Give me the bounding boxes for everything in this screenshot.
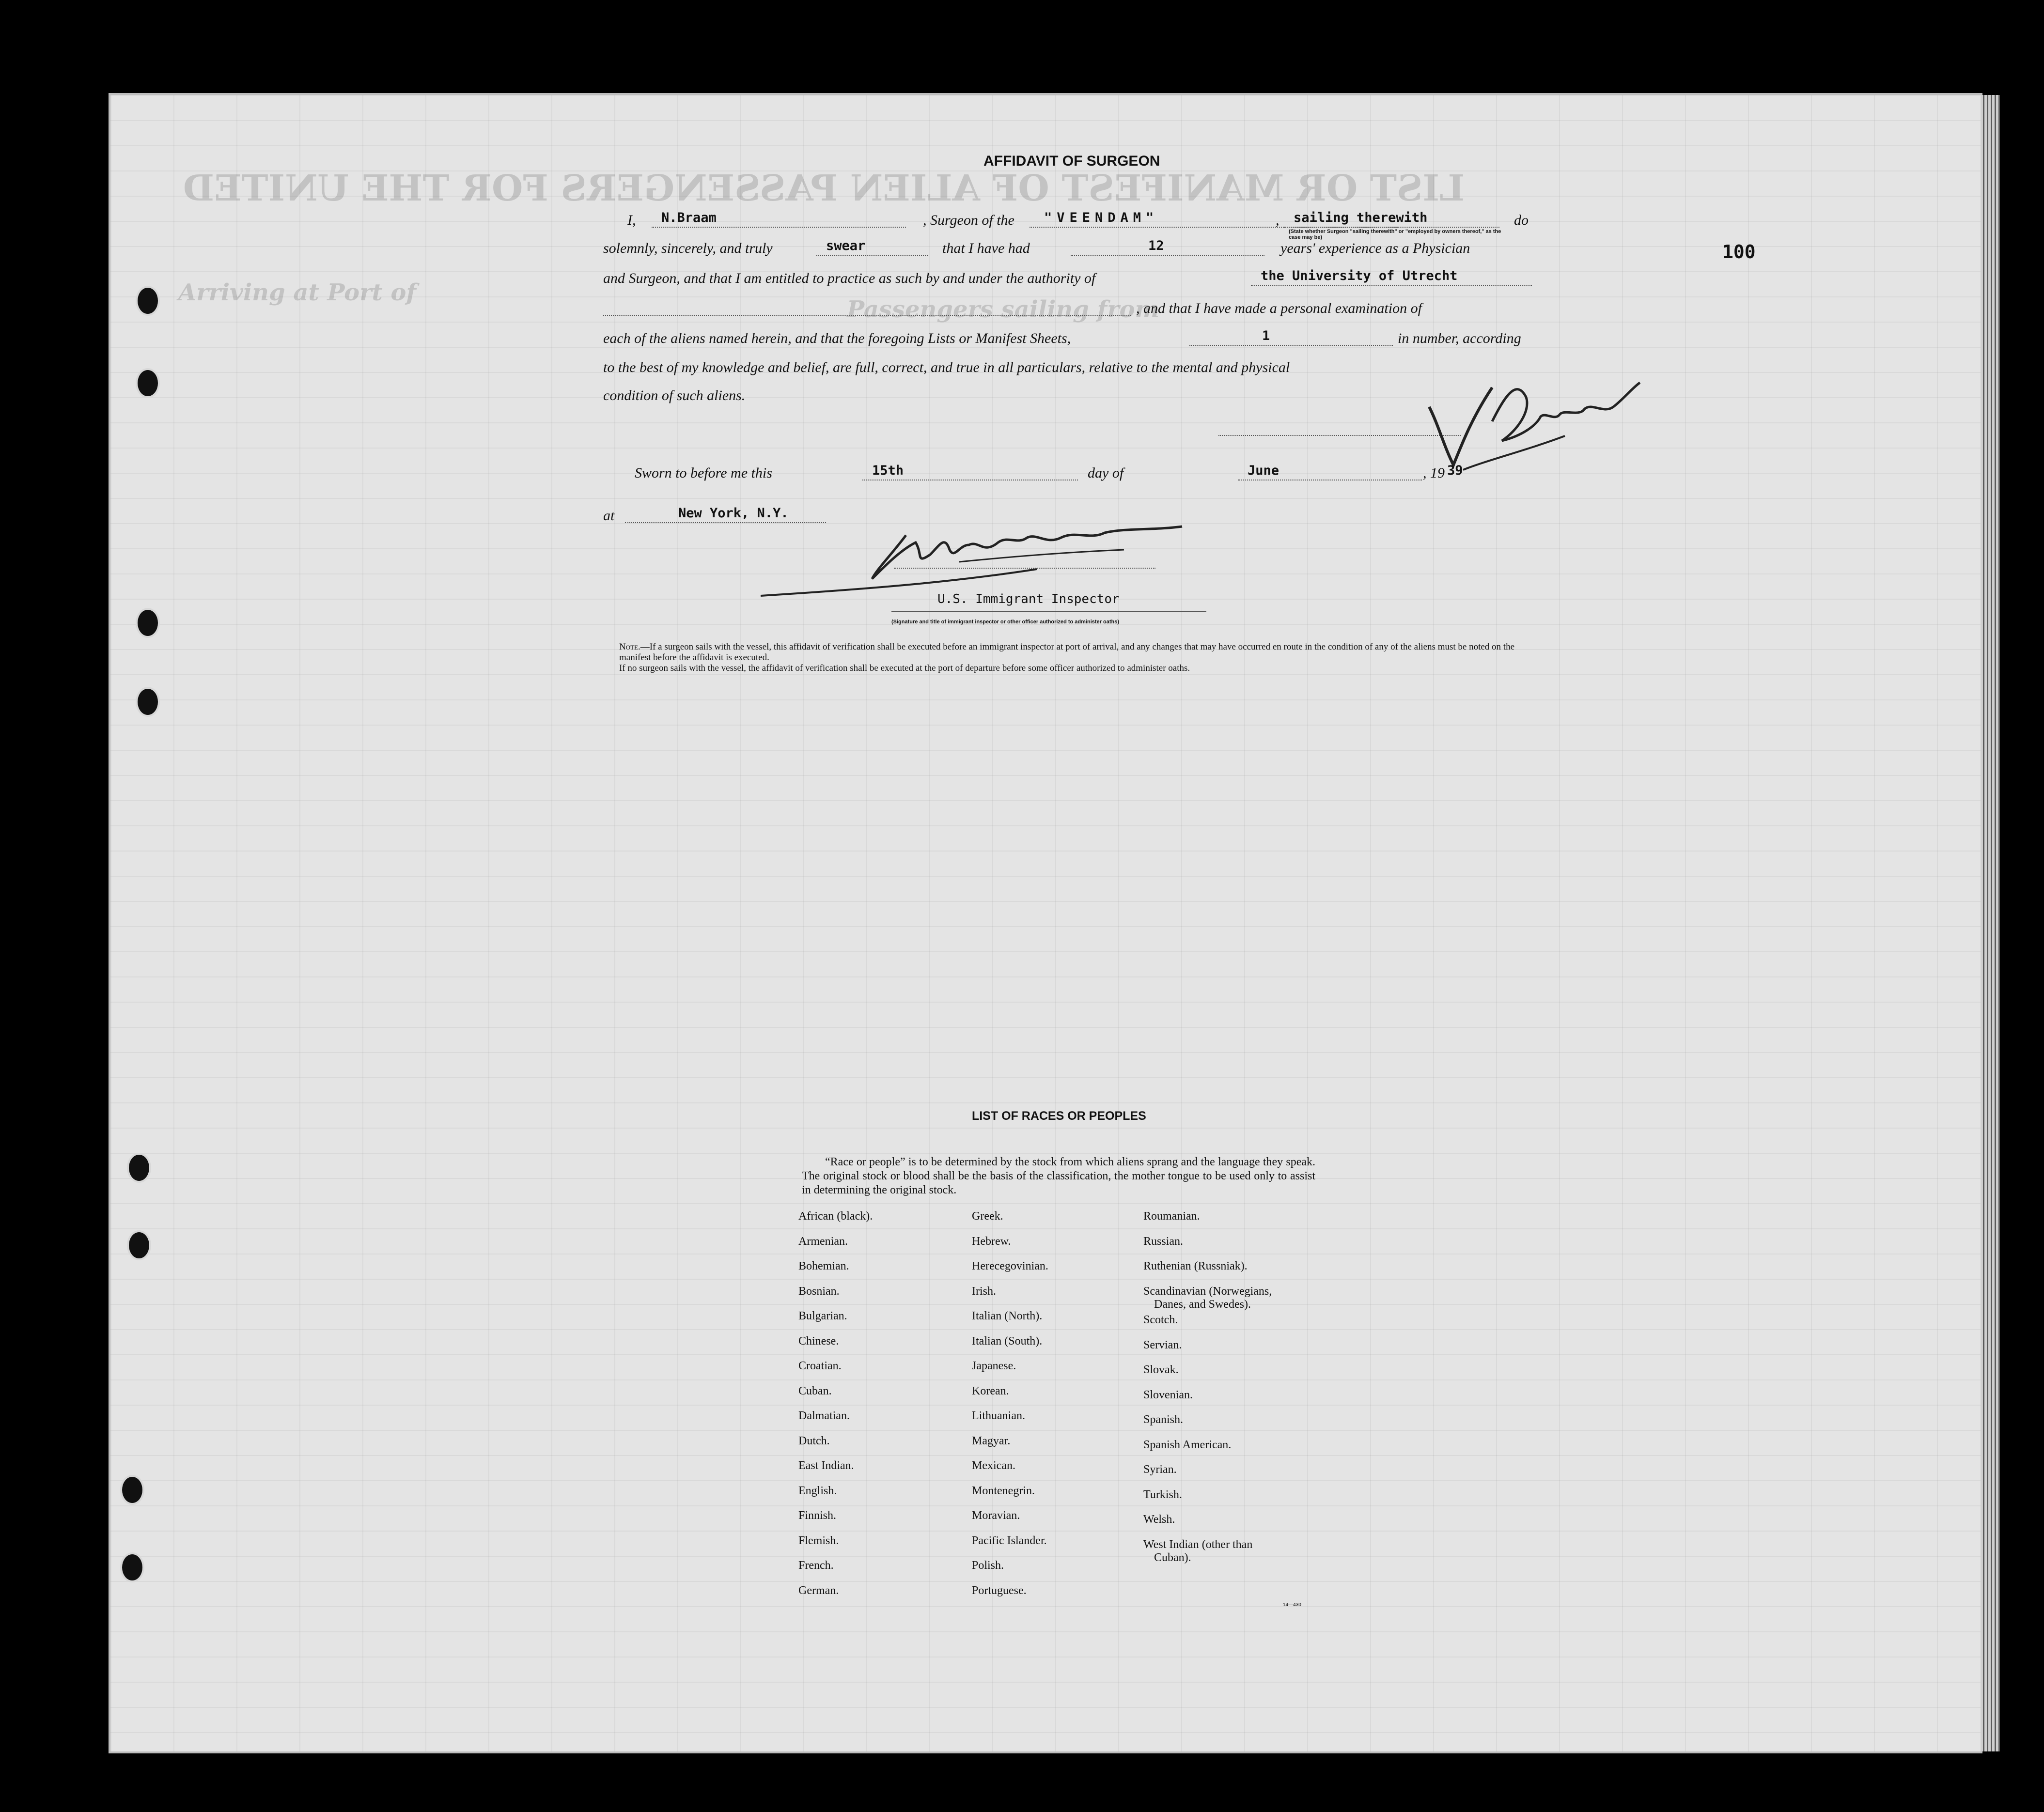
sworn-line (603, 461, 1533, 486)
binder-hole (136, 687, 160, 717)
inspector-title-line (891, 611, 1206, 612)
affidavit-line-7 (603, 384, 1533, 409)
race-item: Ruthenian (Russniak). (1143, 1260, 1248, 1272)
binder-hole (136, 286, 160, 316)
note-label: Note. (619, 642, 640, 652)
line5-suffix: in number, according (1398, 330, 1521, 346)
race-item: Dutch. (798, 1434, 830, 1447)
race-item: French. (798, 1559, 834, 1572)
race-item: East Indian. (798, 1459, 854, 1472)
line2-mid: that I have had (942, 240, 1030, 256)
race-item: Cuban. (798, 1384, 832, 1397)
races-column-3 (1143, 1210, 1272, 1567)
binder-hole (127, 1153, 151, 1183)
race-item: Syrian. (1143, 1463, 1177, 1476)
race-item: Slovak. (1143, 1363, 1179, 1376)
form-number: 14—430 (1283, 1602, 1301, 1608)
note-text-1: —If a surgeon sails with the vessel, this affidavit of verification shall be executed before an immigrant inspector at port of arrival, and any changes that may have occurred en route in the condition of any of the aliens must be noted on the manifest before the affidavit is executed. (619, 642, 1515, 663)
race-item: Finnish. (798, 1509, 837, 1522)
race-item: Moravian. (972, 1509, 1020, 1522)
inspector-signature-line (894, 568, 1155, 569)
sworn-day-field: 15th (862, 461, 1078, 480)
affidavit-line-3 (603, 266, 1533, 292)
vessel-name-field: "VEENDAM" (1030, 208, 1398, 228)
race-item: West Indian (other than (1143, 1538, 1253, 1551)
race-item: Danes, and Swedes). (1154, 1298, 1251, 1311)
race-item: Italian (North). (972, 1310, 1043, 1322)
surgeon-name-field: N.Braam (652, 208, 906, 228)
oath-field: swear (816, 236, 928, 256)
line3-prefix: and Surgeon, and that I am entitled to practice as such by and under the authority of (603, 270, 1096, 286)
line4-suffix: , and that I have made a personal examination of (1136, 300, 1422, 316)
affidavit-line-4 (603, 296, 1533, 322)
note-paragraph-1 (601, 642, 1531, 663)
sworn-year-prefix: , 19 (1423, 465, 1445, 481)
sheets-count-field: 1 (1189, 326, 1393, 346)
race-item: Irish. (972, 1285, 996, 1298)
race-item: German. (798, 1584, 839, 1597)
binder-hole (127, 1230, 151, 1260)
stacked-page-edges (1981, 95, 2000, 1751)
race-item: Slovenian. (1143, 1388, 1193, 1401)
race-item: Montenegrin. (972, 1484, 1035, 1497)
race-item: Magyar. (972, 1434, 1011, 1447)
race-item: Bohemian. (798, 1260, 849, 1272)
race-item: Scandinavian (Norwegians, (1143, 1285, 1272, 1298)
place-prefix: at (603, 508, 615, 524)
line2-suffix: years' experience as a Physician (1280, 240, 1470, 256)
affidavit-line-5 (603, 326, 1533, 352)
race-item: Flemish. (798, 1534, 839, 1547)
race-item: African (black). (798, 1210, 873, 1223)
affidavit-line-6 (603, 356, 1533, 381)
line5-prefix: each of the aliens named herein, and that the foregoing Lists or Manifest Sheets, (603, 330, 1071, 346)
ghost-arrival: Arriving at Port of (178, 279, 416, 306)
place-field: New York, N.Y. (625, 504, 826, 523)
line1-suffix: do (1514, 212, 1529, 228)
sailing-status-caption: (State whether Surgeon "sailing therewith" or "employed by owners thereof," as the case may be) (1289, 229, 1501, 240)
line6-text: to the best of my knowledge and belief, are full, correct, and true in all particulars, relative to the mental and physical (603, 359, 1290, 375)
affidavit-note (601, 642, 1531, 674)
affidavit-line-2 (603, 236, 1533, 262)
race-item: Armenian. (798, 1235, 848, 1248)
race-item: Pacific Islander. (972, 1534, 1047, 1547)
line1-comma: , (1276, 212, 1279, 228)
ghost-header: LIST OR MANIFEST OF ALIEN PASSENGERS FOR THE UNITED (183, 168, 1465, 209)
years-field: 12 (1071, 236, 1264, 256)
race-item: Japanese. (972, 1360, 1016, 1372)
line1-mid: , Surgeon of the (923, 212, 1014, 228)
affidavit-title: AFFIDAVIT OF SURGEON (983, 153, 1160, 169)
binder-hole (136, 368, 160, 398)
ghost-sailing-from: Passengers sailing from (847, 296, 1160, 323)
sailing-status-field: sailing therewith (1284, 208, 1499, 228)
races-intro: “Race or people” is to be determined by the stock from which aliens sprang and the language they speak. The original stock or blood shall be the basis of the classification, the mother tongue to be used only to assist in determining the original stock. (802, 1156, 1315, 1196)
race-item: Spanish. (1143, 1413, 1184, 1426)
race-item: Turkish. (1143, 1488, 1182, 1501)
race-item: Spanish American. (1143, 1438, 1232, 1451)
binder-hole (120, 1475, 144, 1505)
race-item: Russian. (1143, 1235, 1184, 1248)
race-item: Scotch. (1143, 1314, 1178, 1326)
race-item: Servian. (1143, 1338, 1182, 1351)
race-item: Lithuanian. (972, 1409, 1025, 1422)
race-item: Polish. (972, 1559, 1004, 1572)
sworn-prefix: Sworn to before me this (635, 465, 772, 481)
race-item: Italian (South). (972, 1334, 1043, 1347)
race-item: Portuguese. (972, 1584, 1027, 1597)
inspector-signature (756, 516, 1235, 603)
line7-text: condition of such aliens. (603, 387, 746, 403)
race-item: English. (798, 1484, 837, 1497)
race-item: Croatian. (798, 1360, 842, 1372)
race-item: Hebrew. (972, 1235, 1011, 1248)
race-item: Roumanian. (1143, 1210, 1200, 1223)
note-text-2: If no surgeon sails with the vessel, the affidavit of verification shall be executed at the port of departure before some officer authorized to administer oaths. (619, 663, 1190, 673)
inspector-caption: (Signature and title of immigrant inspector or other officer authorized to administer oaths) (891, 619, 1119, 625)
binder-hole (136, 608, 160, 638)
authority-field: the University of Utrecht (1251, 266, 1532, 286)
line1-prefix: I, (627, 212, 636, 228)
binder-hole (120, 1552, 144, 1582)
races-column-1 (798, 1210, 873, 1609)
race-item: Cuban). (1154, 1551, 1191, 1564)
sworn-month-field: June (1238, 461, 1422, 480)
line2-prefix: solemnly, sincerely, and truly (603, 240, 773, 256)
race-item: Bulgarian. (798, 1310, 847, 1322)
race-item: Greek. (972, 1210, 1003, 1223)
race-item: Korean. (972, 1384, 1009, 1397)
race-item: Bosnian. (798, 1285, 840, 1298)
sworn-day-of: day of (1088, 465, 1124, 481)
races-title: LIST OF RACES OR PEOPLES (972, 1109, 1146, 1123)
race-item: Welsh. (1143, 1513, 1175, 1526)
race-item: Chinese. (798, 1334, 839, 1347)
race-item: Mexican. (972, 1459, 1015, 1472)
race-item: Herecegovinian. (972, 1260, 1048, 1272)
races-column-2 (972, 1210, 1048, 1609)
sworn-year-field: 39 (1447, 463, 1463, 478)
race-item: Dalmatian. (798, 1409, 850, 1422)
page-number: 100 (1722, 241, 1756, 263)
authority-field-continued (603, 296, 1131, 316)
inspector-title: U.S. Immigrant Inspector (937, 592, 1120, 606)
